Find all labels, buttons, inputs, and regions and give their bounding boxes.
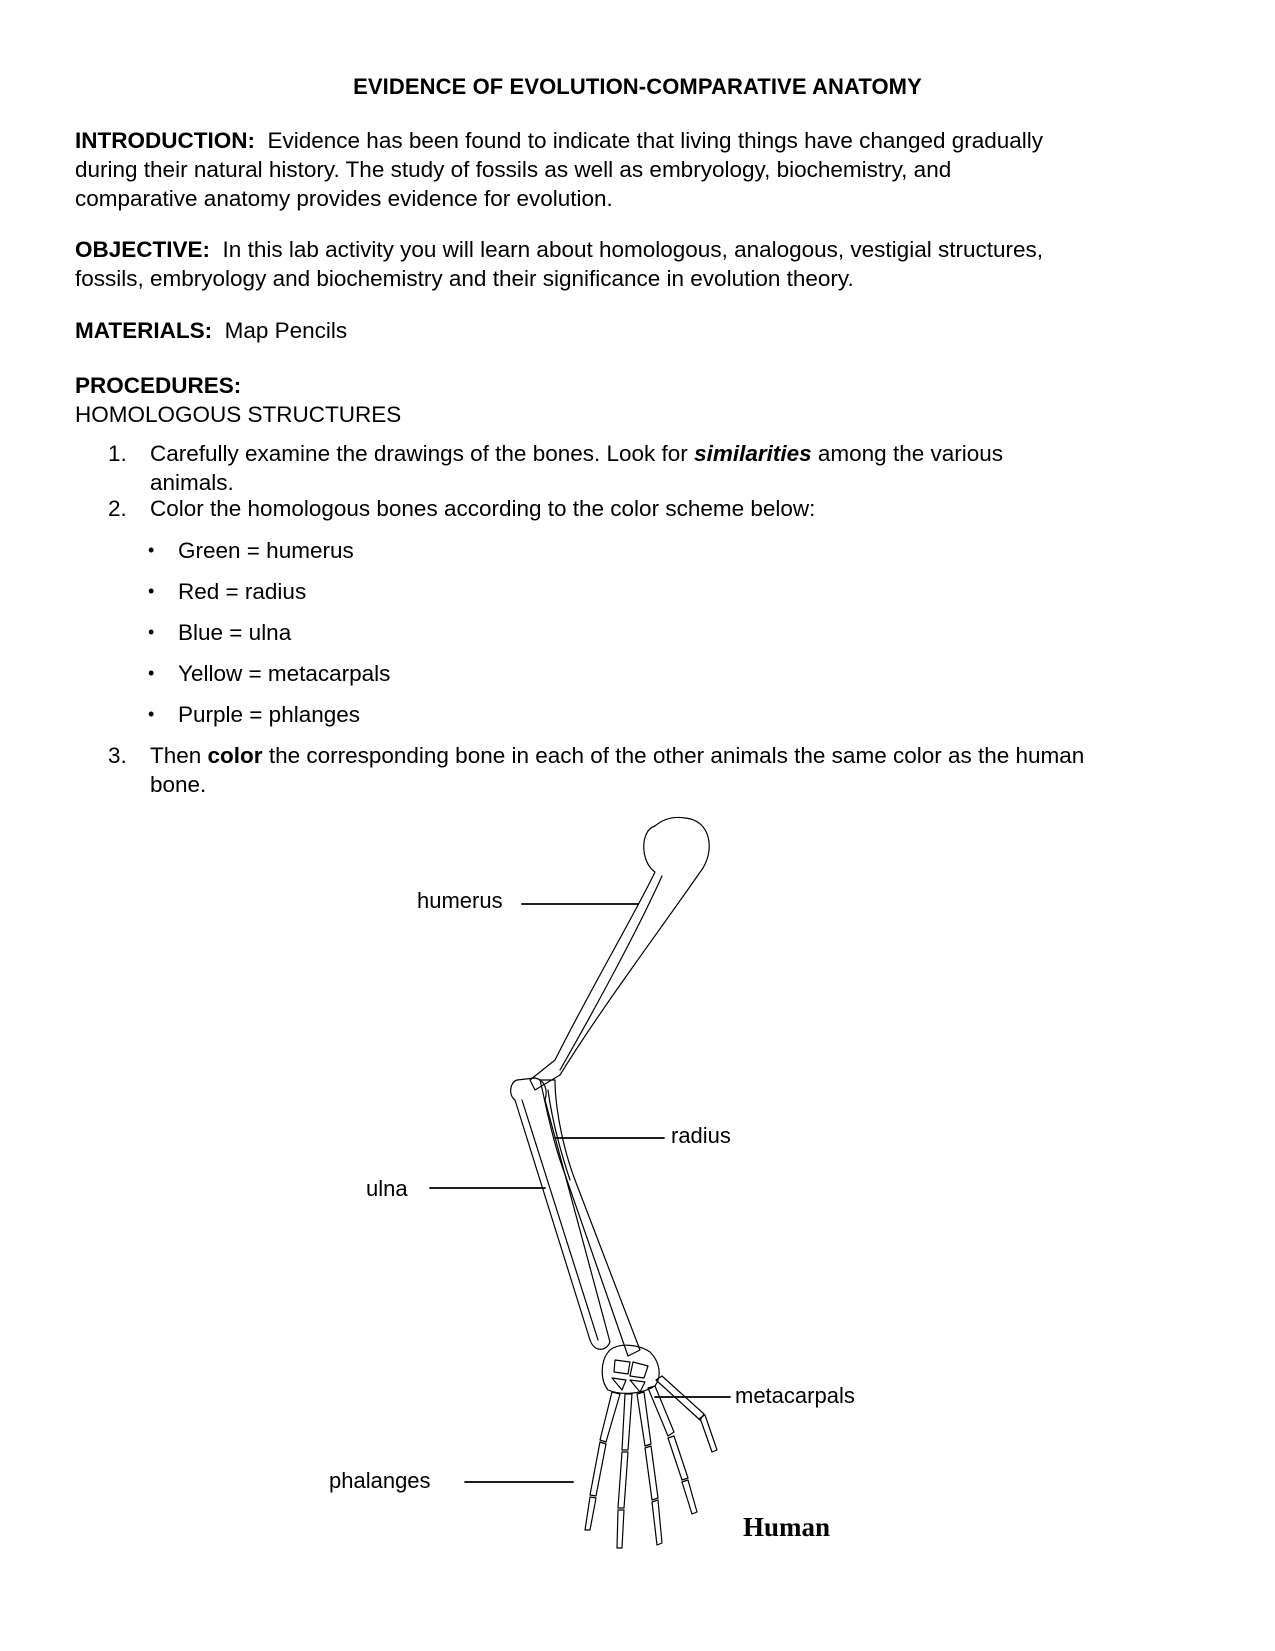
color-scheme-text: Purple = phlanges [178,702,361,727]
phalanx-bone [700,1415,717,1452]
step-3-emphasis: color [207,743,263,768]
introduction-heading: INTRODUCTION: [75,128,255,153]
step-3-line-2: bone. [150,772,207,797]
phalanx-bone [668,1436,697,1514]
metacarpal-bone [656,1376,704,1420]
color-scheme-text: Blue = ulna [178,620,292,645]
procedures-subheading: HOMOLOGOUS STRUCTURES [75,402,402,427]
materials-text: Map Pencils [224,318,348,343]
bullet-icon: • [148,704,155,724]
step-3-number: 3. [108,743,127,768]
phalanx-bone [645,1446,662,1545]
color-scheme-text: Green = humerus [178,538,354,563]
carpal-bones [612,1360,648,1392]
materials-section [75,316,1205,345]
step-3-post: the corresponding bone in each of the other animals the same color as the human [262,743,1085,768]
ulna-detail [522,1100,598,1340]
ulna-label: ulna [366,1176,408,1201]
step-1-line-2: animals. [150,470,234,495]
introduction-section [75,126,1205,213]
phalanges-label: phalanges [329,1468,431,1493]
step-1-number: 1. [108,441,127,466]
introduction-line-1 [75,126,1205,155]
metacarpal-bone [600,1392,620,1442]
bullet-icon: • [148,622,155,642]
metacarpals-label: metacarpals [735,1383,855,1408]
step-3-pre: Then [150,743,208,768]
objective-section [75,235,1205,293]
radius-detail [548,1090,570,1180]
introduction-line-3: comparative anatomy provides evidence for evolution. [75,186,613,211]
introduction-line-2: during their natural history. The study of fossils as well as embryology, biochemistry, and [75,157,952,182]
step-3-line-1 [150,741,1210,770]
color-scheme-text: Red = radius [178,579,307,604]
step-3-text [150,741,1210,799]
radius-label: radius [671,1123,731,1148]
objective-text-1: In this lab activity you will learn about homologous, analogous, vestigial structures, [222,237,1043,262]
humerus-label: humerus [417,888,503,913]
procedures-section [75,371,1205,429]
step-1-post: among the various [811,441,1004,466]
step-1-emphasis: similarities [694,441,812,466]
metacarpal-bone [637,1392,651,1446]
objective-heading: OBJECTIVE: [75,237,211,262]
bullet-icon: • [148,663,155,683]
materials-heading: MATERIALS: [75,318,213,343]
objective-line-1 [75,235,1205,264]
step-1-text [150,439,1210,497]
ulna-bone [511,1078,610,1349]
page-title: EVIDENCE OF EVOLUTION-COMPARATIVE ANATOMY [353,74,922,99]
arm-bones-drawing [0,800,1275,1600]
objective-line-2: fossils, embryology and biochemistry and their significance in evolution theory. [75,266,854,291]
phalanx-bone [585,1442,606,1530]
procedures-heading: PROCEDURES: [75,373,242,398]
bullet-icon: • [148,540,155,560]
step-2-number: 2. [108,496,127,521]
human-arm-diagram [0,800,1275,1600]
introduction-text-1: Evidence has been found to indicate that living things have changed gradually [267,128,1044,153]
carpal-bones [602,1345,659,1393]
color-scheme-text: Yellow = metacarpals [178,661,391,686]
step-1-pre: Carefully examine the drawings of the bones. Look for [150,441,695,466]
step-1-line-1 [150,439,1210,468]
humerus-bone [530,817,709,1090]
step-2-text: Color the homologous bones according to the color scheme below: [150,496,816,521]
humerus-detail [560,876,662,1070]
species-label: Human [743,1512,831,1542]
phalanx-bone [617,1452,628,1548]
bullet-icon: • [148,581,155,601]
metacarpal-bone [622,1394,632,1450]
